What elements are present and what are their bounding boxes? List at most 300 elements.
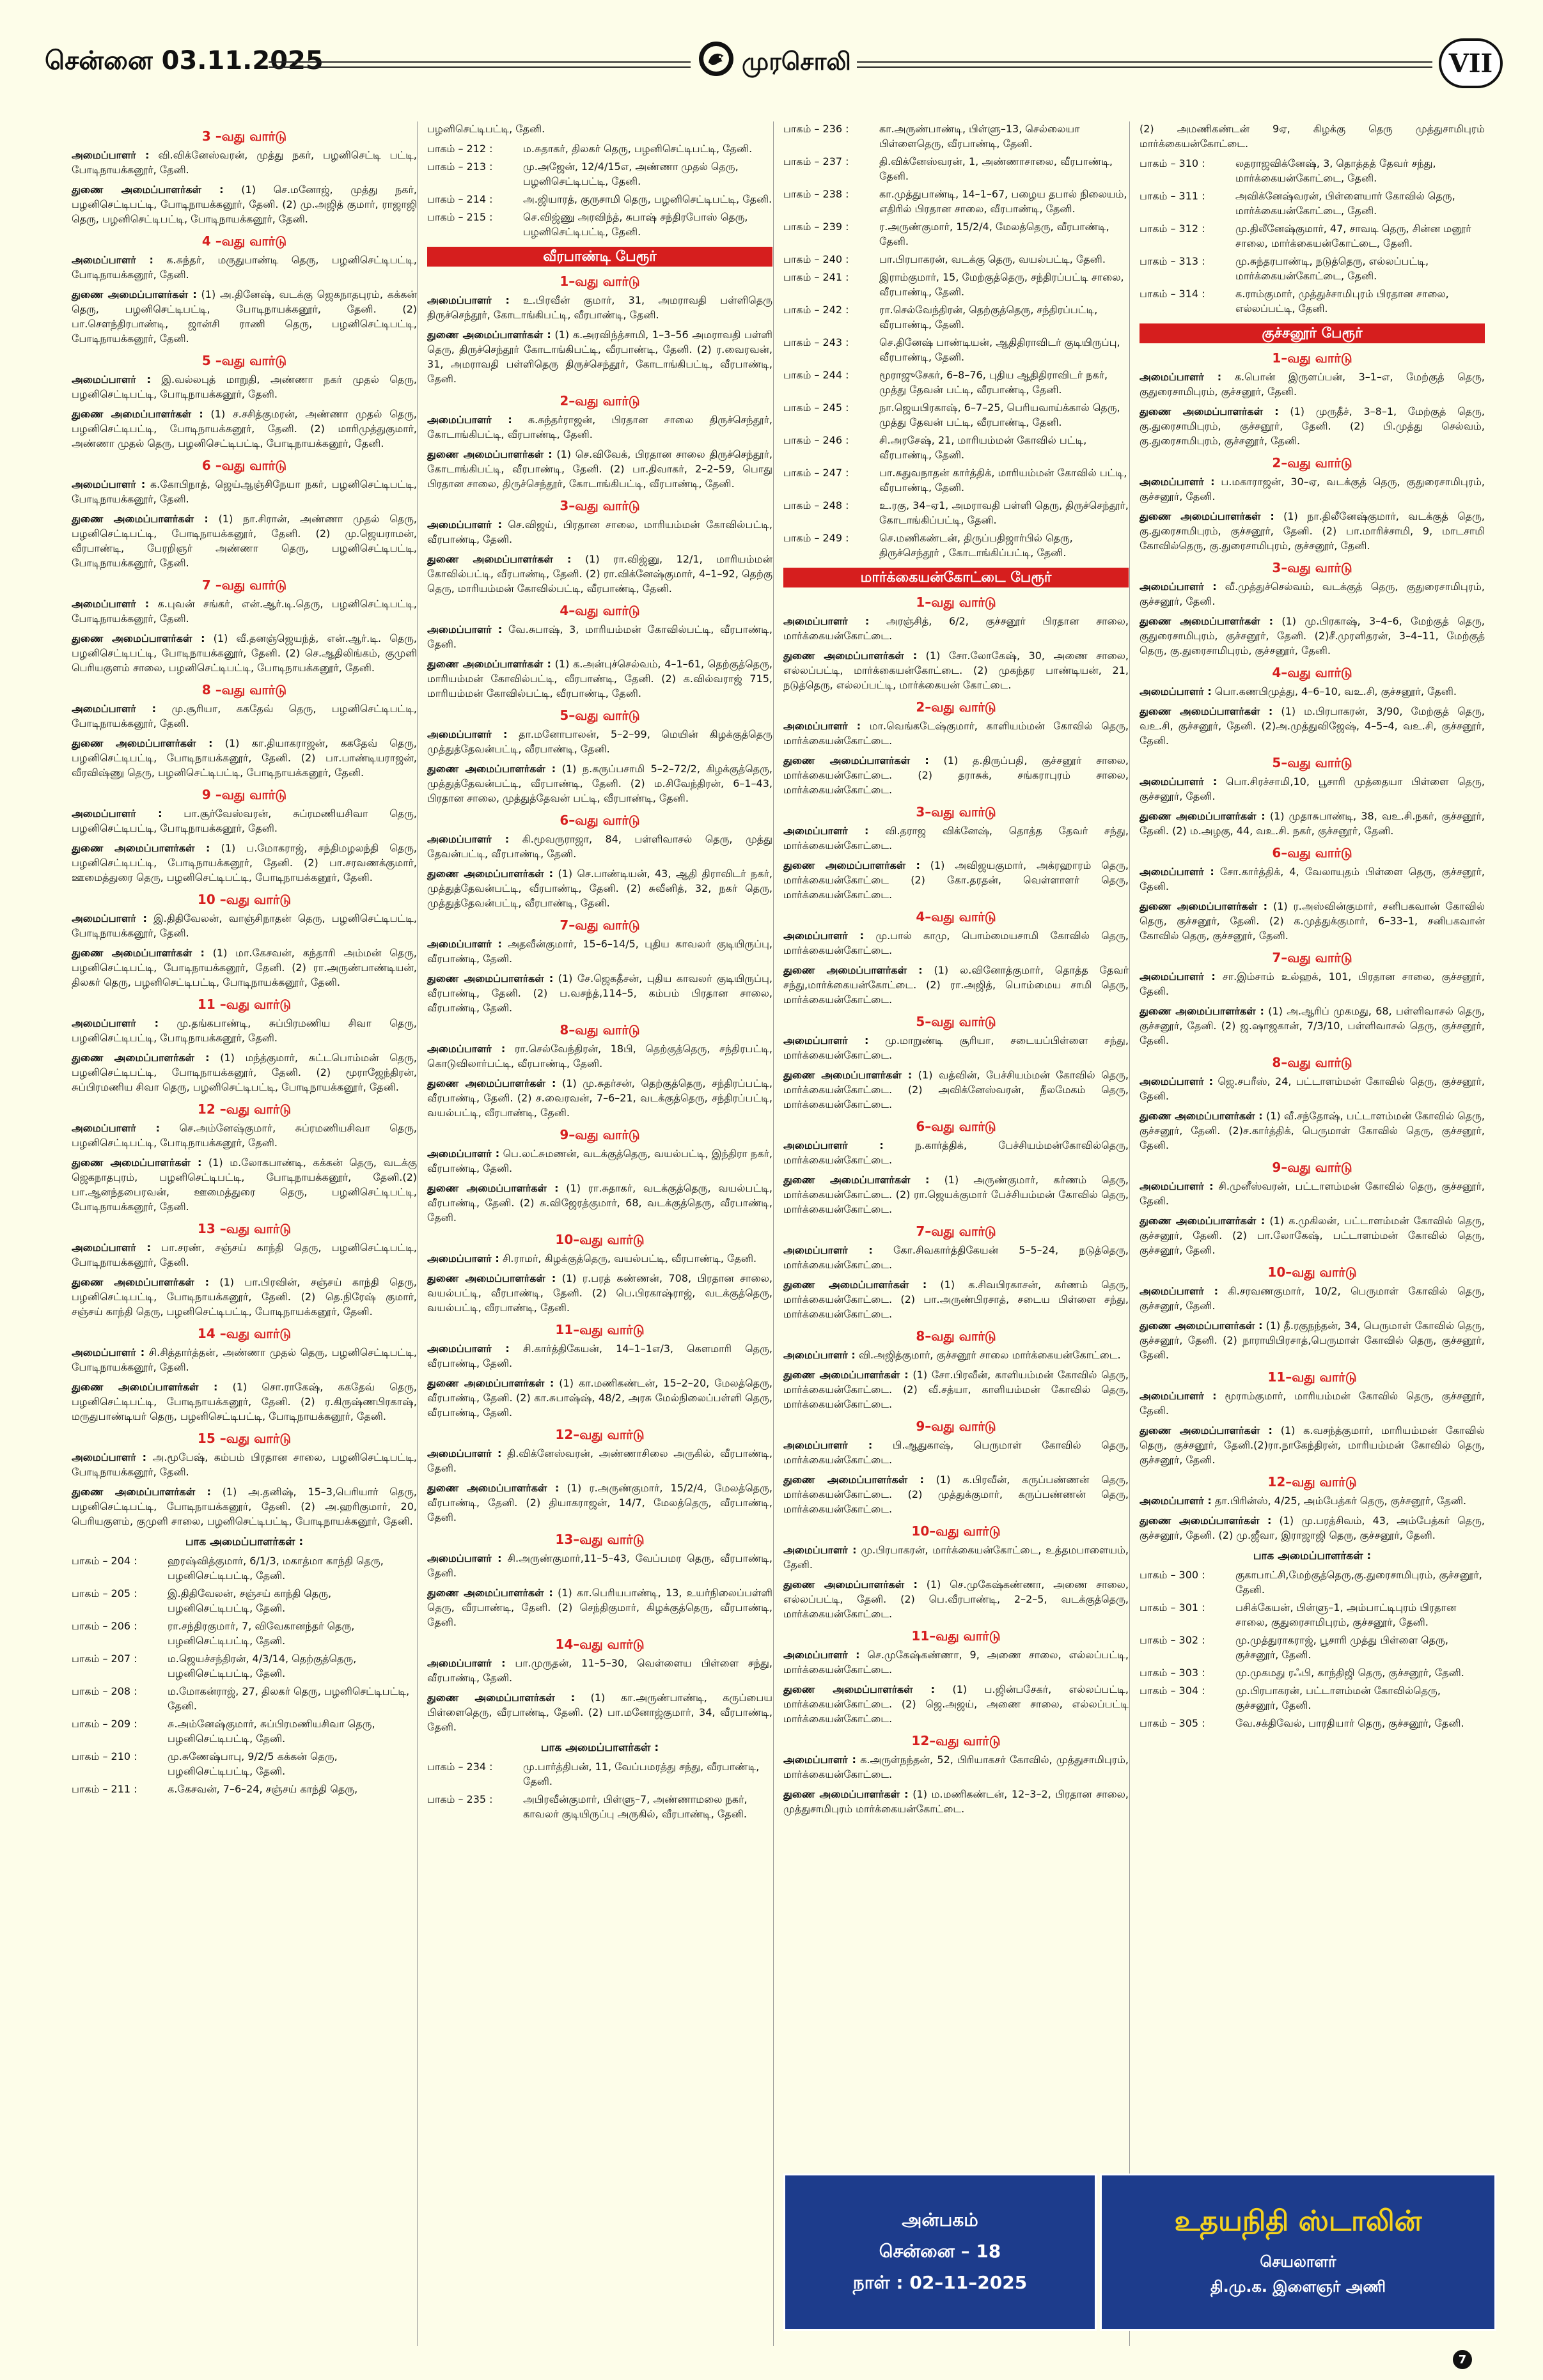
organiser-details: சோ.கார்த்திக், 4, வேலாயுதம் பிள்ளை தெரு, குச்சனூர், தேனி. [1140,866,1485,892]
booth-entry [72,1684,417,1713]
organiser-details: மூராம்குமார், மாரியம்மன் கோவில் தெரு, குச்சனூர், தேனி. [1140,1390,1485,1417]
role-label: அமைப்பாளர் : [1140,775,1218,788]
role-label: துணை அமைப்பாளர்கள் : [427,1692,576,1704]
organiser-details: ரா.செல்வேந்திரன், 18பி, தெற்குத்தெரு, சந்திரபட்டி, கொடுவிலார்பட்டி, வீரபாண்டி, தேனி. [427,1043,773,1069]
role-label: துணை அமைப்பாளர்கள் : [427,553,572,565]
organiser-details: தா.மனோபாலன், 5–2–99, மெயின் கிழக்குத்தெரு முத்துத்தேவன்பட்டி, வீரபாண்டி, தேனி. [427,728,773,755]
organiser-details: பா.சூர்வேஸ்வரன், சுப்ரமணியசிவா தெரு, பழனிசெட்டிபட்டி, போடிநாயக்கனூர், தேனி. [72,807,417,834]
organiser-details: (1) தீ.ரகுநந்தன், 34, பெருமாள் கோவில் தெரு, குச்சனூர், தேனி. (2) நாராயிபிரசாத்,பெருமாள் கோவில் தெரு, குச்சனூர், தேனி. [1140,1319,1485,1361]
organiser-details: பெ.லட்சுமணன், வடக்குத்தெரு, வயல்பட்டி, இந்திரா நகர், வீரபாண்டி, தேனி. [427,1147,772,1174]
role-label: துணை அமைப்பாளர்கள் : [1140,615,1273,627]
ward-heading: 8–வது வார்டு [560,1022,640,1038]
organiser-details: மு.மாறுண்டி சூரியா, சடையப்பிள்ளை சந்து, மார்க்கையன்கோட்டை. [783,1034,1129,1061]
organiser-details: (1) ரா.சுதாகர், வடக்குத்தெரு, வயல்பட்டி, வீரபாண்டி, தேனி. (2) சு.விஜேரத்குமார், 68, வடக்குத்தெரு, வீரபாண்டி, தேனி. [427,1182,773,1224]
organiser-entry [72,1016,417,1045]
organiser-entry [783,753,1129,797]
ward-heading: 7–வது வார்டு [560,917,640,933]
booth-organiser: குகாபாட்சி,மேற்குத்தெரு,கு.துரைசாமிபுரம், குச்சனூர், தேனி. [1235,1569,1482,1596]
ward-heading: 4–வது வார்டு [1272,665,1352,680]
booth-organiser: செ.தினேஷ் பாண்டியன், ஆதிதிராவிடர் குடியிருப்பு, வீரபாண்டி, தேனி. [879,336,1120,363]
role-label: அமைப்பாளர் : [427,938,502,950]
organiser-entry [1140,809,1485,838]
role-label: அமைப்பாளர் : [427,294,510,306]
ward-heading: 10–வது வார்டு [555,1232,645,1247]
booth-number: பாகம் – 242 : [783,304,849,316]
organiser-entry [427,1251,772,1266]
role-label: துணை அமைப்பாளர்கள் : [783,1369,909,1381]
booth-number: பாகம் – 302 : [1140,1634,1205,1646]
booth-entry [1140,254,1485,283]
organiser-entry [1140,404,1485,448]
ward-heading: 8 –வது வார்டு [201,682,287,697]
organiser-entry [427,832,772,861]
ward-heading: 13 –வது வார்டு [197,1221,292,1236]
organiser-entry [1140,774,1485,804]
role-label: அமைப்பாளர் : [783,720,861,732]
role-label: துணை அமைப்பாளர்கள் : [783,1474,924,1486]
organiser-details: வி.விக்னேஸ்வரன், முத்து நகர், பழனிசெட்டி பட்டி, போடிநாயக்கனூர், தேனி. [72,149,417,176]
organiser-details: (1) கா.பெரியபாண்டி, 13, உயர்நிலைப்பள்ளி தெரு, வீரபாண்டி, தேனி. (2) செந்திகுமார், கிழக்குத்தெரு, வீரபாண்டி, தேனி. [427,1587,772,1628]
organiser-entry [427,761,772,805]
role-label: துணை அமைப்பாளர்கள் : [72,737,213,749]
organiser-details: (1) ம.பிரபாகரன், 3/90, மேற்குத் தெரு, வஉ.சி, குச்சனூர், தேனி. (2)அ.முத்துவிஜேஷ், 4–5–4, வஉ.சி, குச்சனூர், தேனி. [1140,705,1485,747]
booth-number: பாகம் – 303 : [1140,1667,1205,1679]
organiser-entry [1140,1074,1485,1103]
organiser-details: க.பொன் இருளப்பன், 3–1–எ, மேற்குத் தெரு, குதுரைசாமிபுரம், குச்சனூர், தேனி. [1140,371,1485,398]
signatory-wing: தி.மு.க. இளைஞர் அணி [1210,2277,1386,2296]
ward-heading: 4–வது வார்டு [560,603,640,618]
organiser-details: (1) ரா.விஜ்னு, 12/1, மாரியம்மன் கோவில்பட்டி, வீரபாண்டி, தேனி. (2) ரா.விக்னேஷ்குமார், 4–1–92, தெற்கு தெரு, மாரியம்மன் கோவில்பட்டி, வீரபாண்டி, தேனி. [427,553,773,595]
role-label: அமைப்பாளர் : [72,598,150,610]
organiser-details: செ.அம்னேஷ்குமார், சுப்ரமணியசிவா தெரு, பழனிசெட்டிபட்டி, போடிநாயக்கனூர், தேனி. [72,1122,417,1149]
organiser-entry [783,1348,1129,1362]
role-label: அமைப்பாளர் : [1140,1285,1219,1297]
organiser-details: (1) க.சிவபிரகாசன், கர்ணம் தெரு, மார்க்கையன்கோட்டை. (2) பா.அருண்பிரசாத், சடைய பிள்ளை சந்து, மார்க்கையன்கோட்டை. [783,1279,1129,1320]
role-label: துணை அமைப்பாளர்கள் : [427,448,552,460]
organiser-entry [427,1585,772,1629]
booth-organiser: கா.முத்துபாண்டி, 14–1–67, பழைய தபால் நிலையம், எதிரில் பிரதான சாலை, வீரபாண்டி, தேனி. [879,188,1127,215]
ward-heading: 6–வது வார்டு [560,813,640,828]
organiser-entry [72,1155,417,1214]
booth-organiser: ம.ஜெயச்சந்திரன், 4/3/14, தெற்குத்தெரு, பழனிசெட்டிபட்டி, தேனி. [168,1653,357,1679]
role-label: துணை அமைப்பாளர்கள் : [1140,1424,1273,1436]
ward-heading: 13–வது வார்டு [555,1532,645,1547]
organiser-entry [783,1243,1129,1272]
organiser-entry [72,407,417,451]
organiser-entry [427,1181,772,1225]
role-label: அமைப்பாளர் : [783,1439,873,1451]
organiser-entry [72,148,417,177]
booth-organiser: நா.ஜெயபிரகாஷ், 6–7–25, பெரியவாய்க்கால் தெரு, முத்து தேவன் பட்டி, வீரபாண்டி, தேனி. [879,401,1120,428]
organiser-details: (1) சே.ஜெகதீசன், புதிய காவலர் குடியிருப்பு, வீரபாண்டி, தேனி. (2) ப.வசந்த்,114–5, கம்பம் பிரதான சாலை, வீரபாண்டி, தேனி. [427,972,772,1014]
organiser-details: பா.முருதன், 11–5–30, வெள்ளைய பிள்ளை சந்து, வீரபாண்டி, தேனி. [427,1657,772,1684]
organiser-entry [1140,369,1485,399]
booth-entry [783,187,1129,216]
ward-heading: 1–வது வார்டு [560,274,640,289]
organiser-details: க.கோபிநாத், ஜெய்ஆஞ்சிநேயா நகர், பழனிசெட்டிபட்டி, போடிநாயக்கனூர், தேனி. [72,478,418,505]
organiser-details: (1) ம.மணிகண்டன், 12–3–2, பிரதான சாலை, முத்துசாமிபுரம் மார்க்கையன்கோட்டை. [783,1788,1129,1815]
role-label: அமைப்பாளர் : [783,825,869,837]
organiser-details: சி.கார்த்திகேயன், 14–1–1எ/3, கௌமாரி தெரு, வீரபாண்டி, தேனி. [427,1342,773,1369]
organiser-entry [72,1275,417,1319]
column-divider [417,121,418,2346]
organiser-details: க.புவன் சங்கர், என்.ஆர்.டி.தெரு, பழனிசெட்டிபட்டி, போடிநாயக்கனூர், தேனி. [72,598,418,625]
booth-entry [783,219,1129,249]
organiser-details: மு.பால் காமு, பொம்மையசாமி கோவில் தெரு, மார்க்கையன்கோட்டை. [783,929,1129,956]
organiser-details: மு.பிரபாகரன், மார்க்கையன்கோட்டை, உத்தமபாளையம், தேனி. [783,1544,1129,1571]
town-section-heading: வீரபாண்டி பேரூர் [427,247,772,267]
role-label: துணை அமைப்பாளர்கள் : [427,867,554,880]
ward-heading: 11 –வது வார்டு [197,997,292,1012]
role-label: அமைப்பாளர் : [783,1754,856,1766]
ward-heading: 12–வது வார்டு [1267,1474,1357,1489]
organiser-details: (1) சோ.பிரவீன், காளியம்மன் கோவில் தெரு, மார்க்கையன்கோட்டை. (2) வீ.சத்யா, காளியம்மன் கோவில் தெரு, மார்க்கையன்கோட்டை. [783,1369,1129,1410]
role-label: அமைப்பாளர் : [72,1346,145,1358]
masthead [0,0,1543,83]
organiser-entry [1140,864,1485,894]
booth-organiser: ஹரஷ்வித்குமார், 6/1/3, மகாத்மா காந்தி தெரு, பழனிசெட்டிபட்டி, தேனி. [168,1555,384,1582]
organiser-details: தா.பிரின்ஸ், 4/25, அம்பேத்கர் தெரு, குச்சனூர், தேனி. [1214,1495,1467,1507]
ward-heading: 2–வது வார்டு [916,699,996,715]
organiser-entry [1140,704,1485,748]
booth-entry [783,465,1129,495]
booth-entry [783,121,1129,151]
booth-organiser: செ.மணிகண்டன், திருப்பதிஜார்பில் தெரு, திருச்செந்தூர் , கோடாங்கிப்பட்டி, தேனி. [879,532,1073,559]
role-label: துணை அமைப்பாளர்கள் : [1140,810,1265,822]
organiser-entry [427,1656,772,1685]
booth-number: பாகம் – 210 : [72,1750,137,1762]
booth-organiser: உ.ரகு, 34–ஏ1, அமராவதி பள்ளி தெரு, திருச்செந்தூர், கோடாங்கிப்பட்டி, தேனி. [879,499,1129,526]
town-section-heading: குச்சனூர் பேரூர் [1140,323,1485,343]
organiser-entry [427,447,772,491]
organiser-entry [427,1446,772,1475]
role-label: அமைப்பாளர் : [1140,1390,1217,1402]
organiser-details: (1) கா.மணிகண்டன், 15–2–20, மேலத்தெரு, வீரபாண்டி, தேனி. (2) கா.சுபாஷ்ஷ், 48/2, அரசு மேல்நிலைப்பள்ளி தெரு, வீரபாண்டி, தேனி. [427,1377,772,1419]
ward-heading: 5–வது வார்டு [560,708,640,723]
organiser-details: கி.மூவருராஜா, 84, பள்ளிவாசல் தெரு, முத்து தேவன்பட்டி, வீரபாண்டி, தேனி. [427,833,773,860]
organiser-entry [72,1345,417,1374]
role-label: துணை அமைப்பாளர்கள் : [783,1069,912,1081]
booth-number: பாகம் – 301 : [1140,1601,1205,1614]
ward-heading: 7 –வது வார்டு [201,577,287,593]
booth-number: பாகம் – 207 : [72,1653,137,1665]
organiser-details: பா.சரண், சஞ்சய் காந்தி தெரு, பழனிசெட்டிபட்டி, போடிநாயக்கனூர், தேனி. [72,1241,417,1268]
organiser-details: சா.இம்சாம் உல்ஹக், 101, பிரதான சாலை, குச்சனூர், தேனி. [1140,970,1485,997]
booth-number: பாகம் – 240 : [783,253,849,265]
booth-organiser: இ.திதிவேலன், சஞ்சய் காந்தி தெரு, பழனிசெட்டிபட்டி, தேனி. [168,1587,332,1614]
organiser-entry [427,622,772,651]
organiser-entry [783,1472,1129,1516]
role-label: துணை அமைப்பாளர்கள் : [427,763,556,775]
booth-entry [1140,1567,1485,1597]
organiser-details: (1) சோ.லோகேஷ், 30, அணை சாலை, எல்லப்பட்டி, மார்க்கையன்கோட்டை. (2) முகந்தர பாண்டியன், 21, நடுத்தெரு, எல்லப்பட்டி, மார்க்கையன் கோட்டை. [783,649,1129,691]
organiser-details: சி.ராமர், கிழக்குத்தெரு, வயல்பட்டி, வீரபாண்டி, தேனி. [502,1252,757,1264]
role-label: அமைப்பாளர் : [1140,476,1215,488]
booth-number: பாகம் – 247 : [783,467,849,479]
booth-number: பாகம் – 248 : [783,499,849,511]
ward-heading: 14 –வது வார்டு [197,1326,292,1341]
organiser-entry [783,1577,1129,1621]
booth-number: பாகம் – 244 : [783,369,849,381]
organiser-details: தி.விக்னேஸ்வரன், அண்ணாசிலை அருகில், வீரபாண்டி, தேனி. [427,1447,772,1474]
role-label: துணை அமைப்பாளர்கள் : [72,1381,218,1393]
booth-organiser: ர.அருண்குமார், 15/2/4, மேலத்தெரு, வீரபாண்டி, தேனி. [879,221,1109,247]
role-label: அமைப்பாளர் : [1140,1495,1212,1507]
role-label: துணை அமைப்பாளர்கள் : [427,1272,556,1284]
role-label: அமைப்பாளர் : [72,1451,147,1463]
organiser-entry [783,1068,1129,1112]
organiser-details: வி.அஜித்குமார், குச்சனூர் சாலை மார்க்கையன்கோட்டை. [858,1349,1121,1361]
role-label: அமைப்பாளர் : [72,254,153,266]
column-divider [1129,121,1130,2346]
booth-organiser: மு.சுணேஷ்பாபு, 9/2/5 கக்கன் தெரு, பழனிசெட்டிபட்டி, தேனி. [168,1750,338,1777]
organiser-details: (1) க.வசந்த்குமார், மாரியம்மன் கோவில் தெரு, குச்சனூர், தேனி.(2)ரா.நாகேந்திரன், மாரியம்மன் கோவில் தெரு, குச்சனூர், தேனி. [1140,1424,1485,1466]
organiser-entry [1140,474,1485,504]
ward-heading: 9–வது வார்டு [916,1419,996,1434]
organiser-entry [783,928,1129,958]
organiser-details: (1) க.அன்புச்செல்வம், 4–1–61, தெற்குத்தெரு, மாரியம்மன் கோவில்பட்டி, வீரபாண்டி, தேனி. (2) க.வில்வராஜ் 715, மாரியம்மன் கோவில்பட்டி, வீரபாண்டி, தேனி. [427,658,773,699]
organiser-details: (1) செ.பாண்டியன், 43, ஆதி திராவிடர் நகர், முத்துத்தேவன்பட்டி, வீரபாண்டி, தேனி. (2) சுவீனித், 32, நகர் தெரு, முத்துத்தேவன்பட்டி, வீரபாண்டி, தேனி. [427,867,773,909]
organiser-entry [427,866,772,910]
booth-number: பாகம் – 304 : [1140,1684,1205,1697]
organiser-entry [72,1121,417,1150]
organiser-details: பொ.கணபிமுத்து, 4–6–10, வஉ.சி, குச்சனூர், தேனி. [1214,685,1457,697]
organiser-details: (1) அ.தனிஷ், 15–3,பெரியார் தெரு, பழனிசெட்டிபட்டி, போடிநாயக்கனூர், தேனி. (2) அ.ஹரிகுமார், 20, பெரியகுளம், குமுளி சாலை, பழனிசெட்டிபட்டி, போடிநாயக்கனூர், தேனி. [72,1486,417,1527]
booth-number: பாகம் – 243 : [783,336,849,348]
booth-entry [427,1792,772,1821]
role-label: துணை அமைப்பாளர்கள் : [427,1587,553,1599]
role-label: அமைப்பாளர் : [72,149,150,161]
organiser-entry [783,823,1129,853]
ward-heading: 7–வது வார்டு [1272,950,1352,965]
booth-entry [783,433,1129,462]
booth-organiser: மு.திலீனேஷ்குமார், 47, சாவடி தெரு, சின்ன மனூர் சாலை, மார்க்கையன்கோட்டை, தேனி. [1235,222,1471,249]
organiser-details: கி.சரவணகுமார், 10/2, பெருமாள் கோவில் தெரு, குச்சனூர், தேனி. [1140,1285,1485,1312]
booth-entry [427,1759,772,1789]
organiser-entry [427,293,772,322]
organiser-entry [427,412,772,442]
organiser-details: பொ.சிரச்சாமி,10, பூசாரி முத்தையா பிள்ளை தெரு, குச்சனூர், தேனி. [1140,775,1485,802]
booth-entry [427,192,772,206]
organiser-details: (1) ச.சசித்குமரன், அண்ணா முதல் தெரு, பழனிசெட்டிபட்டி, போடிநாயக்கனூர், தேனி. (2) மாரிமுத்துகுமார், அண்ணா முதல் தெரு, பழனிசெட்டிபட்டி, போடிநாயக்கனூர், தேனி. [72,408,418,449]
organiser-entry [72,477,417,506]
booth-number: பாகம் – 237 : [783,155,849,167]
organiser-entry [72,1050,417,1094]
organiser-entry [783,1172,1129,1217]
column-1 [72,121,417,1800]
role-label: அமைப்பாளர் : [427,1043,506,1055]
role-label: துணை அமைப்பாளர்கள் : [427,972,554,984]
booth-entry [72,1553,417,1583]
role-label: அமைப்பாளர் : [72,807,162,820]
organiser-details: (1) மு.சுதர்சன், தெற்குத்தெரு, சந்திரப்பட்டி, வீரபாண்டி, தேனி. (2) ச.வைரவன், 7–6–21, வடக்குத்தெரு, சந்திரப்பட்டி, வயல்பட்டி, வீரபாண்டி, தேனி. [427,1077,772,1119]
ward-heading: 11–வது வார்டு [555,1322,645,1337]
organiser-entry [1140,969,1485,999]
booth-entry [1140,1716,1485,1731]
organiser-entry [427,971,772,1015]
organiser-details: அதவீன்குமார், 15–6–14/5, புதிய காவலர் குடியிருப்பு, வீரபாண்டி, தேனி. [427,938,773,965]
booth-number: பாகம் – 208 : [72,1685,137,1697]
booth-organiser: இராம்குமார், 15, மேற்குத்தெரு, சந்திரப்பட்டி சாலை, வீரபாண்டி, தேனி. [879,271,1124,298]
organiser-entry [783,963,1129,1007]
ward-heading: 6–வது வார்டு [1272,845,1352,860]
footer-page-number: 7 [1453,2350,1472,2369]
ward-heading: 3 –வது வார்டு [201,128,287,144]
organiser-details: (1) மு.பிரகாஷ், 3–4–6, மேற்குத் தெரு, குதுரைசாமிபுரம், குச்சனூர், தேனி. (2)சீ.முரளிதரன், 3–4–11, மேற்குத் தெரு, கு.துரைசாமிபுரம், குச்சனூர், தேனி. [1140,615,1485,657]
date-line: சென்னை 03.11.2025 [45,46,324,75]
organiser-details: இ.வல்லபுத் மாறுதி, அண்ணா நகர் முதல் தெரு, பழனிசெட்டிபட்டி, போடிநாயக்கனூர், தேனி. [72,373,418,400]
booth-organiser: பசிக்கேயன், பிள்ளு–1, அம்பாட்டிபுரம் பிரதான சாலை, குதுரைசாமிபுரம், குச்சனூர், தேனி. [1235,1601,1457,1628]
ward-heading: 14–வது வார்டு [555,1637,645,1652]
organiser-details: (1) ப.ஜின்பசேகர், எல்லப்பட்டி, மார்க்கையன்கோட்டை. (2) ஜெ.அஜய், அணை சாலை, எல்லப்பட்டி மார்க்கையன்கோட்டை. [783,1683,1129,1725]
role-label: அமைப்பாளர் : [1140,685,1212,697]
booth-entry [1140,286,1485,316]
booth-list-heading: பாக அமைப்பாளர்கள் : [1253,1550,1372,1562]
booth-number: பாகம் – 300 : [1140,1569,1205,1581]
booth-entry [783,335,1129,364]
page-number-badge: VII [1439,38,1503,88]
role-label: அமைப்பாளர் : [72,703,157,715]
booth-number: பாகம் – 239 : [783,221,849,233]
organiser-entry [1140,1493,1485,1508]
organiser-entry [72,841,417,885]
booth-organiser: மு.சுந்தரபாண்டி, நடுத்தெரு, எல்லப்பட்டி, மார்க்கையன்கோட்டை, தேனி. [1235,255,1429,282]
booth-number: பாகம் – 211 : [72,1783,137,1795]
brand-name: முரசொலி [742,47,851,75]
organiser-entry [1140,1513,1485,1543]
ward-heading: 3–வது வார்டு [560,498,640,513]
booth-organiser: க.ராம்குமார், முத்துச்சாமிபுரம் பிரதான சாலை, எல்லப்பட்டி, தேனி. [1235,288,1449,315]
organiser-details: (1) ர.அருண்குமார், 15/2/4, மேலத்தெரு, வீரபாண்டி, தேனி. (2) தியாகராஜன், 14/7, மேலத்தெரு, வீரபாண்டி, தேனி. [427,1482,772,1523]
ward-heading: 12 –வது வார்டு [197,1101,292,1117]
booth-list-heading: பாக அமைப்பாளர்கள் : [185,1536,304,1548]
organiser-entry [1140,684,1485,699]
organiser-entry [72,945,417,990]
organiser-details: (1) அ.ஆரிப் முகமது, 68, பள்ளிவாசல் தெரு, குச்சனூர், தேனி. (2) ஜ.ஷாஜகான், 7/3/10, பள்ளிவாசல் தெரு, குச்சனூர், தேனி. [1140,1005,1485,1046]
role-label: துணை அமைப்பாளர்கள் : [427,1377,554,1389]
role-label: அமைப்பாளர் : [1140,1075,1214,1087]
organiser-entry [72,1484,417,1528]
booth-organiser: மு.பிரபாகரன், பட்டாளம்மன் கோவில்தெரு, குச்சனூர், தேனி. [1235,1684,1441,1711]
booth-entry [72,1586,417,1615]
booth-entry [783,154,1129,183]
booth-number: பாகம் – 204 : [72,1555,137,1567]
organiser-entry [427,1376,772,1420]
organiser-details: (1) மந்த்குமார், சுட்டபொம்மன் தெரு, பழனிசெட்டிபட்டி, போடிநாயக்கனூர், தேனி. (2) மூராஜேந்திரன், சுப்பிரமணிய சிவா தெரு, பழனிசெட்டிபட்டி, போடிநாயக்கனூர், தேனி. [72,1052,417,1093]
ward-heading: 2–வது வார்டு [560,393,640,408]
role-label: துணை அமைப்பாளர்கள் : [427,1077,556,1089]
signatory-name: உதயநிதி ஸ்டாலின் [1174,2204,1422,2237]
organiser-entry [1140,899,1485,943]
booth-number: பாகம் – 213 : [427,160,493,173]
role-label: துணை அமைப்பாளர்கள் : [1140,510,1274,522]
ward-heading: 5–வது வார்டு [1272,755,1352,770]
organiser-entry [1140,1004,1485,1048]
booth-organiser: மு.அஜேன், 12/4/15எ, அண்ணா முதல் தெரு, பழனிசெட்டிபட்டி, தேனி. [523,160,739,187]
booth-number: பாகம் – 236 : [783,123,849,135]
booth-organiser: ரா.சந்திரகுமார், 7, விவேகானந்தர் தெரு, பழனிசெட்டிபட்டி, தேனி. [168,1620,355,1647]
organiser-entry [783,1367,1129,1412]
role-label: துணை அமைப்பாளர்கள் : [72,842,210,854]
organiser-details: (1) க.அரவிந்த்சாமி, 1–3–56 அமராவதி பள்ளி தெரு, திருச்செந்தூர் கோடாங்கிபட்டி, வீரபாண்டி, தேனி. (2) ர.வைரவன், 31, அமராவதி பள்ளிதெரு திருச்செந்தூர், கோடாங்கிபட்டி, வீரபாண்டி, தேனி. [427,329,772,385]
organiser-details: க.சுந்தர், மருதுபாண்டி தெரு, பழனிசெட்டிபட்டி, போடிநாயக்கனூர், தேனி. [72,254,417,281]
continued-text: (2) அமணிகண்டன் 9ஏ, கிழக்கு தெரு முத்துசாமிபுரம் மார்க்கையன்கோட்டை. [1140,123,1485,150]
advert-date: நாள் : 02–11–2025 [852,2271,1028,2293]
role-label: அமைப்பாளர் : [783,1544,857,1556]
organiser-details: ஜெ.சபரீஸ், 24, பட்டாளம்மன் கோவில் தெரு, குச்சனூர், தேனி. [1140,1075,1485,1102]
role-label: துணை அமைப்பாளர்கள் : [72,288,197,300]
organiser-details: (1) நா.திலீனேஷ்குமார், வடக்குத் தெரு, கு.துரைசாமிபுரம், குச்சனூர், தேனி. (2) பா.மாரிச்சாமி, 9, மாடசாமி கோவில்தெரு, கு.துரைசாமிபுரம், குச்சனூர், தேனி. [1140,510,1485,552]
role-label: துணை அமைப்பாளர்கள் : [1140,900,1268,912]
role-label: துணை அமைப்பாளர்கள் : [72,1052,210,1064]
role-label: அமைப்பாளர் : [783,615,870,627]
ward-heading: 6–வது வார்டு [916,1119,996,1134]
continued-text: பழனிசெட்டிபட்டி, தேனி. [427,123,545,135]
organiser-details: (1) வீ.சந்தோஷ், பட்டாளம்மன் கோவில் தெரு, குச்சனூர், தேனி. (2)ச.கார்த்திக், பெருமாள் கோவில் தெரு, குச்சனூர், தேனி. [1140,1110,1485,1151]
role-label: துணை அமைப்பாளர்கள் : [783,754,929,766]
booth-entry [1140,189,1485,218]
ward-heading: 9 –வது வார்டு [201,787,287,802]
organiser-details: சி.முனீஸ்வரன், பட்டாளம்மன் கோவில் தெரு, குச்சனூர், தேனி. [1140,1180,1485,1207]
ward-heading: 11–வது வார்டு [1267,1369,1357,1385]
role-label: அமைப்பாளர் : [72,1017,159,1029]
role-label: துணை அமைப்பாளர்கள் : [72,513,208,525]
role-label: துணை அமைப்பாளர்கள் : [72,1486,211,1498]
ward-heading: 12–வது வார்டு [911,1733,1001,1748]
role-label: அமைப்பாளர் : [427,1342,510,1355]
organiser-entry [427,1481,772,1525]
booth-organiser: ம.சுதாகர், திலகர் தெரு, பழனிசெட்டிபட்டி, தேனி. [523,143,753,155]
booth-number: பாகம் – 214 : [427,193,493,205]
role-label: அமைப்பாளர் : [783,1034,869,1046]
booth-organiser: லதராஜவிக்னேஷ், 3, தொத்தத் தேவர் சந்து, மார்க்கையன்கோட்டை, தேனி. [1235,157,1436,184]
booth-organiser: அ.ஜியாரத், குருசாமி தெரு, பழனிசெட்டிபட்டி, தேனி. [523,193,772,205]
organiser-details: செ.முகேஷ்கண்ணா, 9, அணை சாலை, எல்லப்பட்டி, மார்க்கையன்கோட்டை. [783,1649,1129,1676]
role-label: அமைப்பாளர் : [1140,970,1216,983]
organiser-details: வி.தராஜ விக்னேஷ், தொத்த தேவர் சந்து, மார்க்கையன்கோட்டை. [783,825,1129,852]
organiser-details: ப.மகாராஜன், 30–ஏ, வடக்குத் தெரு, குதுரைசாமிபுரம், குச்சனூர், தேனி. [1140,476,1485,502]
ward-heading: 10–வது வார்டு [911,1523,1001,1539]
organiser-entry [783,614,1129,643]
organiser-details: (1) ல.வினோத்குமார், தொத்த தேவர் சந்து,மார்க்கையன்கோட்டை. (2) ரா.அஜித், பொம்மைய சாமி தெரு, மார்க்கையன்கோட்டை. [783,964,1129,1006]
role-label: துணை அமைப்பாளர்கள் : [72,1156,202,1169]
ward-heading: 11–வது வார்டு [911,1628,1001,1644]
booth-entry [1140,156,1485,185]
organiser-details: க.அருள்நந்தன், 52, பிரியாகசர் கோவில், முத்துசாமிபுரம், மார்க்கையன்கோட்டை. [783,1754,1129,1780]
organiser-entry [72,1240,417,1270]
organiser-entry [1140,1388,1485,1418]
organiser-entry [1140,1423,1485,1467]
role-label: அமைப்பாளர் : [783,1139,884,1151]
organiser-details: (1) மா.கேசவன், கந்தாரி அம்மன் தெரு, பழனிசெட்டிபட்டி, போடிநாயக்கனூர், தேனி. (2) ரா.அருண்பாண்டியன், திலகர் தெரு, பழனிசெட்டிபட்டி, போடிநாயக்கனூர், தேனி. [72,947,417,988]
booth-entry [1140,1683,1485,1713]
booth-organiser: மு.முத்துராகராஜ், பூசாரி முத்து பிள்ளை தெரு, குச்சனூர், தேனி. [1235,1634,1448,1661]
booth-number: பாகம் – 209 : [72,1718,137,1730]
organiser-entry [1140,1179,1485,1208]
organiser-entry [1140,579,1485,609]
organiser-entry [427,1041,772,1071]
organiser-entry [1140,1213,1485,1257]
booth-organiser: மூராஜுசேகர், 6–8–76, புதிய ஆதிதிராவிடர் நகர், முத்து தேவன் பட்டி, வீரபாண்டி, தேனி. [879,369,1108,396]
ward-heading: 12–வது வார்டு [555,1427,645,1442]
organiser-entry [427,1076,772,1120]
organiser-entry [72,182,417,226]
booth-entry [783,498,1129,527]
role-label: அமைப்பாளர் : [427,518,502,531]
role-label: அமைப்பாளர் : [427,833,510,845]
organiser-entry [72,511,417,570]
booth-number: பாகம் – 212 : [427,143,493,155]
